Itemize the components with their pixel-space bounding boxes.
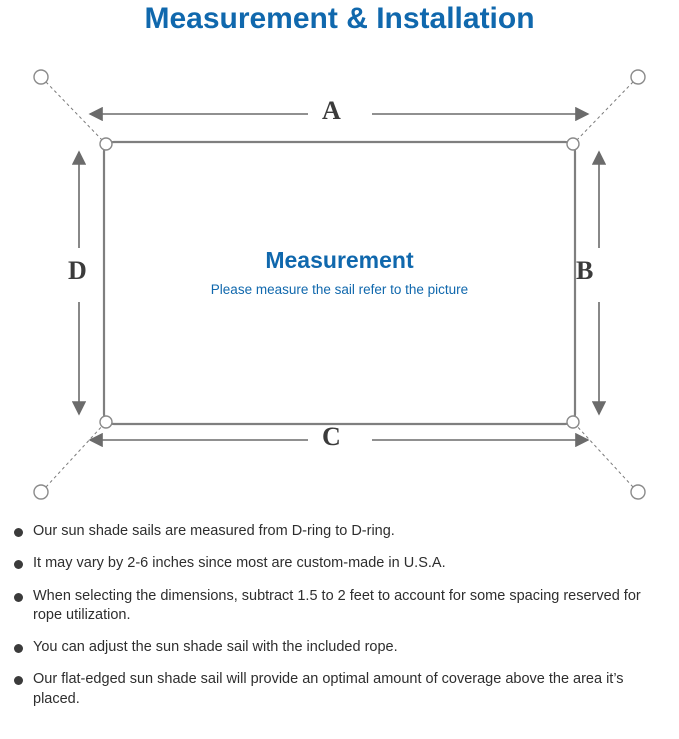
bullet-dot-icon	[14, 593, 23, 602]
page-title: Measurement & Installation	[144, 2, 535, 35]
notes-list	[0, 522, 679, 722]
measurement-diagram	[0, 52, 679, 512]
bullet-dot-icon	[14, 644, 23, 653]
note-text: Our sun shade sails are measured from D-ring to D-ring.	[33, 523, 395, 539]
list-item	[0, 522, 679, 541]
note-text: When selecting the dimensions, subtract 1.5 to 2 feet to account for some spacing reserved for rope utilization.	[33, 587, 641, 623]
note-text: It may vary by 2-6 inches since most are custom-made in U.S.A.	[33, 555, 446, 572]
list-item	[0, 554, 679, 573]
bullet-dot-icon	[14, 528, 23, 537]
dimension-label-c: C	[322, 422, 341, 451]
list-item	[0, 638, 679, 657]
bullet-dot-icon	[14, 676, 23, 685]
note-text: You can adjust the sun shade sail with the included rope.	[33, 639, 398, 656]
list-item	[0, 670, 679, 709]
dimension-label-a: A	[322, 96, 341, 125]
bullet-dot-icon	[14, 560, 23, 569]
dimension-label-d: D	[68, 256, 87, 285]
list-item	[0, 587, 679, 626]
diagram-center-title: Measurement	[265, 247, 414, 273]
diagram-center-subtitle: Please measure the sail refer to the picture	[210, 282, 469, 297]
note-text: Our flat-edged sun shade sail will provide an optimal amount of coverage above the area it’s placed.	[33, 671, 624, 707]
dimension-label-b: B	[576, 256, 594, 285]
